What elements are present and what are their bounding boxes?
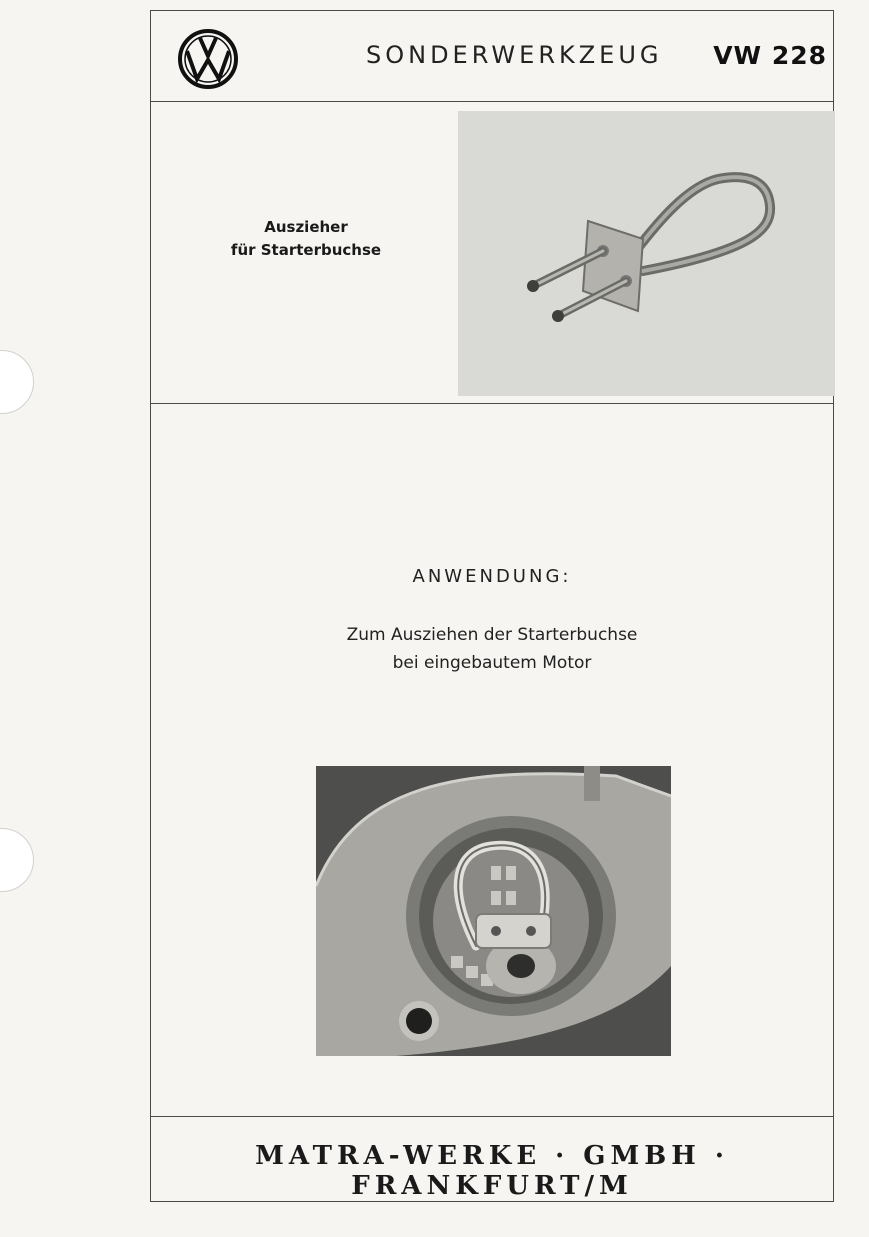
section-divider: [151, 403, 833, 404]
tool-name-line1: Auszieher: [264, 218, 348, 236]
application-photo: [316, 766, 671, 1056]
application-photo-icon: [316, 766, 671, 1056]
tool-photo: [458, 111, 835, 396]
vw-logo-icon: [178, 29, 238, 89]
manufacturer-name: MATRA-WERKE · GMBH · FRANKFURT/M: [255, 1141, 729, 1201]
tool-code: VW 228: [713, 41, 827, 70]
sheet-footer: [151, 1116, 833, 1201]
application-description: [151, 621, 833, 677]
tool-name: [171, 216, 441, 262]
tool-photo-icon: [458, 111, 835, 396]
header-title: SONDERWERKZEUG: [366, 41, 663, 69]
punch-hole-bottom: [0, 828, 34, 892]
tool-sheet: [150, 10, 834, 1202]
sheet-header: [151, 11, 833, 102]
application-line2: bei eingebautem Motor: [392, 653, 592, 673]
tool-name-line2: für Starterbuchse: [230, 241, 382, 259]
application-heading: ANWENDUNG:: [412, 566, 572, 587]
application-line1: Zum Ausziehen der Starterbuchse: [346, 625, 638, 645]
punch-hole-top: [0, 350, 34, 414]
